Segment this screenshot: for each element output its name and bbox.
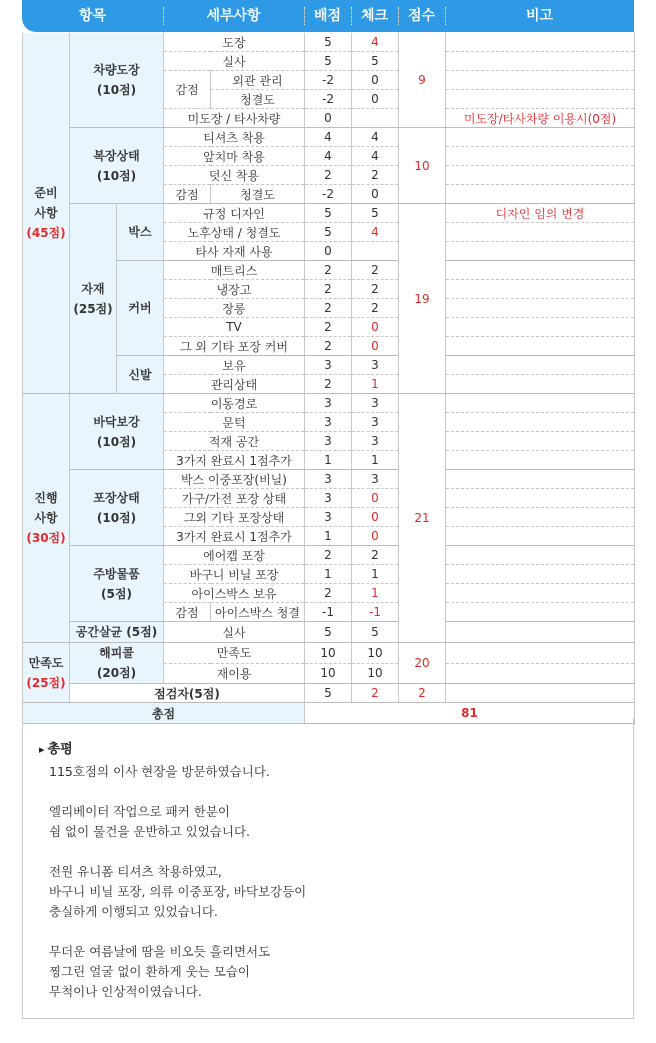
row-item: 실사 <box>164 622 305 643</box>
material-shoe: 신발 <box>117 356 164 394</box>
row-check: 0 <box>352 185 399 204</box>
header-max-points: 배점 <box>313 8 342 24</box>
row-note <box>446 470 635 489</box>
review-line: 바구니 비닐 포장, 의류 이중포장, 바닥보강등이 <box>49 884 307 899</box>
row-note <box>446 356 635 375</box>
row-max: 2 <box>305 299 352 318</box>
row-note <box>446 565 635 584</box>
row-item: 바구니 비닐 포장 <box>164 565 305 584</box>
review-line: 엘리베이터 작업으로 패커 한분이 <box>49 804 230 819</box>
review-line: 무더운 여름날에 땀을 비오듯 흘리면서도 <box>49 944 271 959</box>
subcategory-car <box>70 33 164 128</box>
material-title: 자재 <box>81 281 105 296</box>
row-note: 디자인 임의 변경 <box>446 204 635 223</box>
row-note <box>446 261 635 280</box>
category-satisfaction <box>23 643 70 703</box>
row-check: 1 <box>352 565 399 584</box>
packing-points: (10점) <box>96 510 137 525</box>
uniform-score: 10 <box>399 128 446 204</box>
row-item: 규정 디자인 <box>164 204 305 223</box>
row-note <box>446 663 635 684</box>
row-item: 청결도 <box>211 185 305 204</box>
review-title: ▸ 총평 <box>39 738 73 757</box>
row-max: 4 <box>305 147 352 166</box>
row-check: 2 <box>352 546 399 565</box>
row-max: 1 <box>305 565 352 584</box>
evaluation-table <box>22 33 635 724</box>
row-note <box>446 52 635 71</box>
review-line: 무척이나 인상적이였습니다. <box>49 984 202 999</box>
car-title: 차량도장 <box>93 63 140 77</box>
kitchen-points: (5점) <box>101 586 132 601</box>
row-check: 0 <box>352 337 399 356</box>
row-item: 그 외 기타 포장 커버 <box>164 337 305 356</box>
row-check: 2 <box>352 299 399 318</box>
row-note <box>446 489 635 508</box>
row-check <box>352 109 399 128</box>
row-item: 3가지 완료시 1점추가 <box>164 527 305 546</box>
row-check: 1 <box>352 584 399 603</box>
row-item: 가구/가전 포장 상태 <box>164 489 305 508</box>
header-score: 점수 <box>407 8 436 24</box>
row-check: 4 <box>352 147 399 166</box>
row-max: 5 <box>305 52 352 71</box>
row-note <box>446 451 635 470</box>
floor-title: 바닥보강 <box>93 414 140 429</box>
material-cover: 커버 <box>117 261 164 356</box>
category-prep <box>23 33 70 394</box>
row-note: 미도장/타사차량 이용시(0점) <box>446 109 635 128</box>
row-check: 1 <box>352 451 399 470</box>
row-note <box>446 128 635 147</box>
total-value: 81 <box>305 703 635 724</box>
row-check: 3 <box>352 356 399 375</box>
row-note <box>446 299 635 318</box>
inspector-score: 2 <box>399 684 446 703</box>
row-note <box>446 527 635 546</box>
kitchen-title: 주방물품 <box>93 566 140 581</box>
header-detail: 세부사항 <box>206 8 261 24</box>
row-max: 3 <box>305 470 352 489</box>
row-note <box>446 546 635 565</box>
row-check: 5 <box>352 52 399 71</box>
category-prep-title: 준비 사항 <box>34 186 58 220</box>
row-check: 0 <box>352 90 399 109</box>
row-note <box>446 375 635 394</box>
kitchen-deduct-label: 감점 <box>164 603 211 622</box>
row-check: 3 <box>352 432 399 451</box>
happycall-title: 해피콜 <box>99 646 134 660</box>
row-item: 그외 기타 포장상태 <box>164 508 305 527</box>
row-max: 3 <box>305 356 352 375</box>
row-note <box>446 413 635 432</box>
row-check <box>352 242 399 261</box>
row-note <box>446 33 635 52</box>
row-max: 3 <box>305 432 352 451</box>
row-max: 2 <box>305 261 352 280</box>
row-item: 노후상태 / 청결도 <box>164 223 305 242</box>
row-max: 1 <box>305 527 352 546</box>
row-item: 보유 <box>164 356 305 375</box>
row-note <box>446 643 635 664</box>
review-line: 쉼 없이 물건을 운반하고 있었습니다. <box>49 824 250 839</box>
row-note <box>446 90 635 109</box>
row-check: 3 <box>352 470 399 489</box>
subcategory-material <box>70 204 117 394</box>
material-box: 박스 <box>117 204 164 261</box>
category-progress-points: (30점) <box>26 531 66 545</box>
row-check: 0 <box>352 508 399 527</box>
row-check: 0 <box>352 527 399 546</box>
row-note <box>446 584 635 603</box>
row-check: 1 <box>352 375 399 394</box>
uniform-points: (10점) <box>96 168 137 183</box>
uniform-title: 복장상태 <box>93 148 140 163</box>
row-check: 10 <box>352 643 399 664</box>
row-item: 재이용 <box>164 663 305 684</box>
row-item: 덧신 착용 <box>164 166 305 185</box>
table-header <box>22 0 634 32</box>
row-check: 5 <box>352 622 399 643</box>
category-prep-points: (45점) <box>26 226 66 240</box>
row-item: 장롱 <box>164 299 305 318</box>
row-max: 2 <box>305 375 352 394</box>
row-note <box>446 280 635 299</box>
header-check: 체크 <box>360 8 389 24</box>
row-check: 10 <box>352 663 399 684</box>
row-item: 아이스박스 청결 <box>211 603 305 622</box>
review-section <box>22 718 634 1019</box>
row-check: 4 <box>352 223 399 242</box>
row-check: 0 <box>352 489 399 508</box>
happycall-points: (20점) <box>96 666 137 680</box>
row-check: 4 <box>352 33 399 52</box>
row-note <box>446 684 635 703</box>
row-item: 이동경로 <box>164 394 305 413</box>
row-check: 3 <box>352 413 399 432</box>
row-check: 2 <box>352 166 399 185</box>
row-note <box>446 337 635 356</box>
row-check: 5 <box>352 204 399 223</box>
category-satisfaction-title: 만족도 <box>28 655 64 670</box>
row-max: -2 <box>305 185 352 204</box>
review-line: 찡그린 얼굴 없이 환하게 웃는 모습이 <box>49 964 250 979</box>
row-item: 도장 <box>164 33 305 52</box>
row-note <box>446 318 635 337</box>
row-note <box>446 603 635 622</box>
row-max: 2 <box>305 318 352 337</box>
row-check: 0 <box>352 71 399 90</box>
row-max: 5 <box>305 622 352 643</box>
packing-title: 포장상태 <box>93 490 140 505</box>
row-item: 앞치마 착용 <box>164 147 305 166</box>
row-max: 5 <box>305 33 352 52</box>
subcategory-happycall <box>70 643 164 684</box>
header-note: 비고 <box>525 8 554 24</box>
row-max: 3 <box>305 413 352 432</box>
inspector-check: 2 <box>352 684 399 703</box>
row-note <box>446 166 635 185</box>
material-points: (25점) <box>73 301 113 316</box>
row-item: 청결도 <box>211 90 305 109</box>
category-progress-title: 진행 사항 <box>34 491 58 525</box>
row-note <box>446 147 635 166</box>
subcategory-uniform <box>70 128 164 204</box>
car-points: (10점) <box>96 83 137 97</box>
row-note <box>446 223 635 242</box>
total-label: 총점 <box>23 703 305 724</box>
row-check: 3 <box>352 394 399 413</box>
row-item: 냉장고 <box>164 280 305 299</box>
car-score: 9 <box>399 33 446 128</box>
subcategory-sterilize: 공간살균 (5점) <box>70 622 164 643</box>
row-max: 5 <box>305 223 352 242</box>
row-note <box>446 622 635 643</box>
car-deduct-label: 감점 <box>164 71 211 109</box>
row-item: 티셔츠 착용 <box>164 128 305 147</box>
row-max: 10 <box>305 643 352 664</box>
progress-score: 21 <box>399 394 446 643</box>
row-item: 매트리스 <box>164 261 305 280</box>
row-item: 적재 공간 <box>164 432 305 451</box>
row-item: 타사 자재 사용 <box>164 242 305 261</box>
row-max: 3 <box>305 489 352 508</box>
row-max: -1 <box>305 603 352 622</box>
row-check: 2 <box>352 261 399 280</box>
row-max: 5 <box>305 204 352 223</box>
row-note <box>446 432 635 451</box>
row-item: 실사 <box>164 52 305 71</box>
row-item: 에어캡 포장 <box>164 546 305 565</box>
category-satisfaction-points: (25점) <box>26 675 66 690</box>
review-line: 115호점의 이사 현장을 방문하였습니다. <box>49 764 270 779</box>
row-item: 미도장 / 타사차량 <box>164 109 305 128</box>
subcategory-kitchen <box>70 546 164 622</box>
category-progress <box>23 394 70 643</box>
row-max: 2 <box>305 166 352 185</box>
row-note <box>446 394 635 413</box>
row-note <box>446 71 635 90</box>
subcategory-floor <box>70 394 164 470</box>
row-max: 2 <box>305 584 352 603</box>
review-line: 전원 유니폼 티셔츠 착용하였고, <box>49 864 222 879</box>
row-max: -2 <box>305 90 352 109</box>
row-item: 만족도 <box>164 643 305 664</box>
material-score: 19 <box>399 204 446 394</box>
row-check: 0 <box>352 318 399 337</box>
row-max: 4 <box>305 128 352 147</box>
row-check: 4 <box>352 128 399 147</box>
row-item: 외관 관리 <box>211 71 305 90</box>
row-max: 0 <box>305 242 352 261</box>
review-line: 충실하게 이행되고 있었습니다. <box>49 904 218 919</box>
row-max: 2 <box>305 337 352 356</box>
row-max: 1 <box>305 451 352 470</box>
row-item: 관리상태 <box>164 375 305 394</box>
subcategory-packing <box>70 470 164 546</box>
row-max: 0 <box>305 109 352 128</box>
row-check: -1 <box>352 603 399 622</box>
uniform-deduct-label: 감점 <box>164 185 211 204</box>
row-item: 박스 이중포장(비닐) <box>164 470 305 489</box>
row-note <box>446 185 635 204</box>
row-max: 3 <box>305 394 352 413</box>
inspector-max: 5 <box>305 684 352 703</box>
row-item: 아이스박스 보유 <box>164 584 305 603</box>
row-max: 2 <box>305 546 352 565</box>
row-item: 3가지 완료시 1점추가 <box>164 451 305 470</box>
row-item: TV <box>164 318 305 337</box>
row-max: 10 <box>305 663 352 684</box>
row-note <box>446 242 635 261</box>
row-max: 3 <box>305 508 352 527</box>
row-item: 문턱 <box>164 413 305 432</box>
row-note <box>446 508 635 527</box>
floor-points: (10점) <box>96 434 137 449</box>
row-max: 2 <box>305 280 352 299</box>
satisfaction-score: 20 <box>399 643 446 684</box>
row-check: 2 <box>352 280 399 299</box>
row-max: -2 <box>305 71 352 90</box>
inspector-label: 점검자(5점) <box>70 684 305 703</box>
header-category: 항목 <box>78 8 107 24</box>
